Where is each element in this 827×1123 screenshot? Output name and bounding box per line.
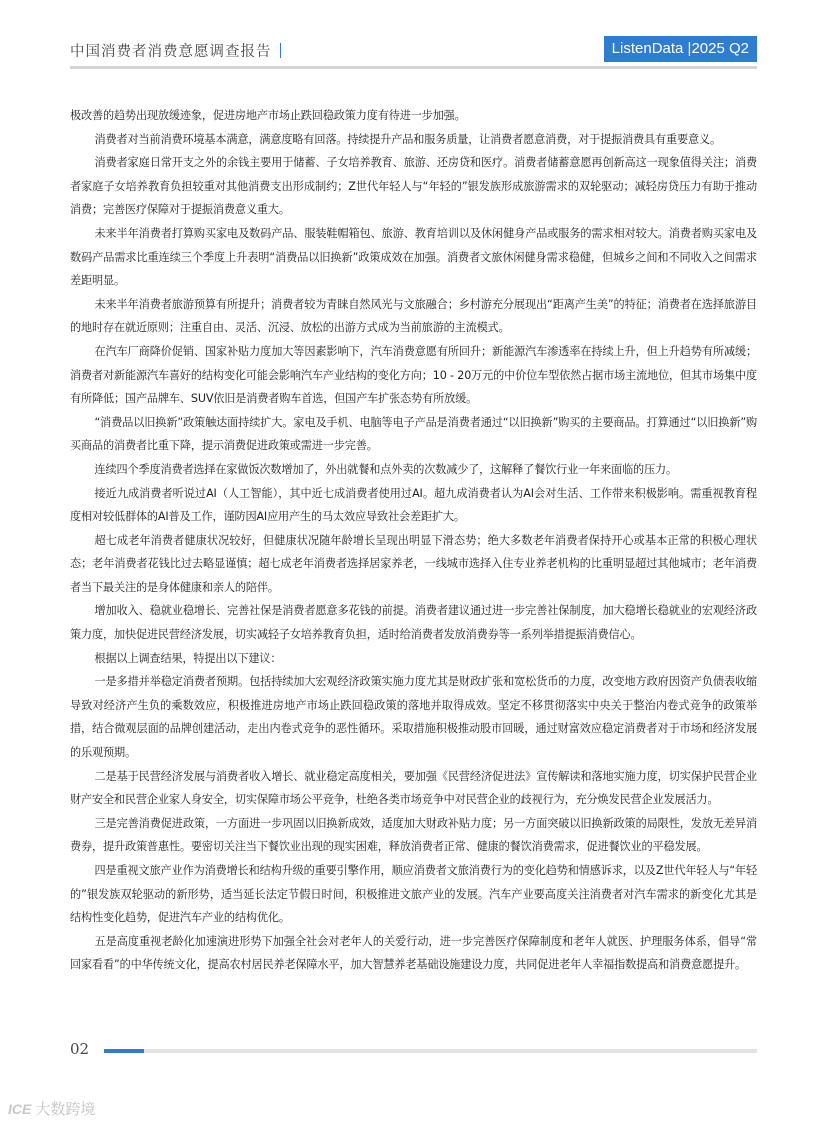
paragraph-consumption-environment: 消费者对当前消费环境基本满意，满意度略有回落。持续提升产品和服务质量，让消费者愿意消费，对于提振消费具有重要意义。 [94,132,721,146]
paragraph-purchase-plans: 未来半年消费者打算购买家电及数码产品、服装鞋帽箱包、旅游、教育培训以及休闲健身产品或服务的需求相对较大。消费者购买家电及数码产品需求比重连续三个季度上升表明“消费品以旧换新”政策成效在加强。消费者文旅休闲健身需求稳健，但城乡之间和不同收入之间需求差距明显。 [70,226,757,288]
page-number: 02 [70,1040,90,1058]
paragraph-income: 增加收入、稳就业稳增长、完善社保是消费者愿意多花钱的前提。消费者建议通过进一步完善社保制度，加大稳增长稳就业的宏观经济政策力度，加快促进民营经济发展，切实减轻子女培养教育负担，适时给消费者发放消费券等一系列举措提振消费信心。 [70,604,757,642]
paragraph-automobile: 在汽车厂商降价促销、国家补贴力度加大等因素影响下，汽车消费意愿有所回升；新能源汽车渗透率在持续上升，但上升趋势有所减缓；消费者对新能源汽车喜好的结构变化可能会影响汽车产业结构的变化方向；10 - 20万元的中价位车型依然占据市场主流地位，但其市场集中度有所降低；国产品牌车、SUV依旧是消费者购车首选，但国产车扩张态势有所放缓。 [70,344,757,406]
report-title [70,40,281,61]
watermark [8,1098,95,1119]
paragraph-ai: 接近九成消费者听说过AI（人工智能），其中近七成消费者使用过AI。超九成消费者认为AI会对生活、工作带来积极影响。需重视教育程度相对较低群体的AI普及工作，谨防因AI应用产生的马太效应导致社会差距扩大。 [70,486,757,524]
paragraph-continued: 极改善的趋势出现放缓迹象，促进房地产市场止跌回稳政策力度有待进一步加强。 [70,109,466,122]
paragraph-recommendations-intro: 根据以上调查结果，特提出以下建议： [94,651,282,665]
paragraph-household-spending: 消费者家庭日常开支之外的余钱主要用于储蓄、子女培养教育、旅游、还房贷和医疗。消费者储蓄意愿再创新高这一现象值得关注；消费者家庭子女培养教育负担较重对其他消费支出形成制约；Z世代年轻人与“年轻的”银发族形成旅游需求的双轮驱动；减轻房贷压力有助于推动消费；完善医疗保障对于提振消费意义重大。 [70,156,757,217]
brand-badge: ListenData |2025 Q2 [604,36,757,62]
paragraph-dining: 连续四个季度消费者选择在家做饭次数增加了，外出就餐和点外卖的次数减少了，这解释了餐饮行业一年来面临的压力。 [94,462,678,476]
header-divider [70,66,757,69]
report-body [70,104,757,977]
paragraph-trade-in: “消费品以旧换新”政策触达面持续扩大。家电及手机、电脑等电子产品是消费者通过“以旧换新”购买的主要商品。打算通过“以旧换新”购买商品的消费者比重下降，提示消费促进政策或需进一步完善。 [70,415,757,453]
paragraph-recommendation-1: 一是多措并举稳定消费者预期。包括持续加大宏观经济政策实施力度尤其是财政扩张和宽松货币的力度，改变地方政府因资产负债表收缩导致对经济产生负的乘数效应，积极推进房地产市场止跌回稳政策的落地并取得成效。坚定不移贯彻落实中央关于整治内卷式竞争的政策举措，结合微观层面的品牌创建活动，走出内卷式竞争的恶性循环。采取措施积极推动股市回暖，通过财富效应稳定消费者对于市场和经济发展的乐观预期。 [70,675,757,760]
footer-progress-track [104,1049,757,1053]
paragraph-recommendation-5: 五是高度重视老龄化加速演进形势下加强全社会对老年人的关爱行动，进一步完善医疗保障制度和老年人就医、护理服务体系，倡导“常回家看看”的中华传统文化，提高农村居民养老保障水平，加大智慧养老基础设施建设力度，共同促进老年人幸福指数提高和消费意愿提升。 [70,934,757,972]
paragraph-recommendation-4: 四是重视文旅产业作为消费增长和结构升级的重要引擎作用，顺应消费者文旅消费行为的变化趋势和情感诉求，以及Z世代年轻人与“年轻的”银发族双轮驱动的新形势，适当延长法定节假日时间，积极推进文旅产业的发展。汽车产业要高度关注消费者对汽车需求的新变化尤其是结构性变化趋势，促进汽车产业的结构优化。 [70,864,757,925]
paragraph-recommendation-3: 三是完善消费促进政策，一方面进一步巩固以旧换新成效，适度加大财政补贴力度；另一方面突破以旧换新政策的局限性，发放无差异消费券，提升政策普惠性。要密切关注当下餐饮业出现的现实困难，释放消费者正常、健康的餐饮消费需求，促进餐饮业的平稳发展。 [70,816,757,854]
watermark-text: 大数跨境 [35,1100,96,1118]
paragraph-recommendation-2: 二是基于民营经济发展与消费者收入增长、就业稳定高度相关，要加强《民营经济促进法》宣传解读和落地实施力度，切实保护民营企业财产安全和民营企业家人身安全，切实保障市场公平竞争，杜绝各类市场竞争中对民营企业的歧视行为，充分焕发民营企业发展活力。 [70,769,757,807]
paragraph-elderly: 超七成老年消费者健康状况较好，但健康状况随年龄增长呈现出明显下滑态势；绝大多数老年消费者保持开心或基本正常的积极心理状态；老年消费者花钱比过去略显谨慎；超七成老年消费者选择居家养老，一线城市选择入住专业养老机构的比重明显超过其他城市；老年消费者当下最关注的是身体健康和亲人的陪伴。 [70,533,757,594]
footer-progress-accent [104,1049,144,1053]
paragraph-tourism: 未来半年消费者旅游预算有所提升；消费者较为青睐自然风光与文旅融合；乡村游充分展现出“距离产生美”的特征；消费者在选择旅游目的地时存在就近原则；注重自由、灵活、沉浸、放松的出游方式成为当前旅游的主流模式。 [70,297,757,335]
watermark-logo: ICE [8,1101,32,1117]
page-header [70,36,757,68]
report-title-text: 中国消费者消费意愿调查报告 [70,44,272,60]
title-separator [280,43,281,58]
